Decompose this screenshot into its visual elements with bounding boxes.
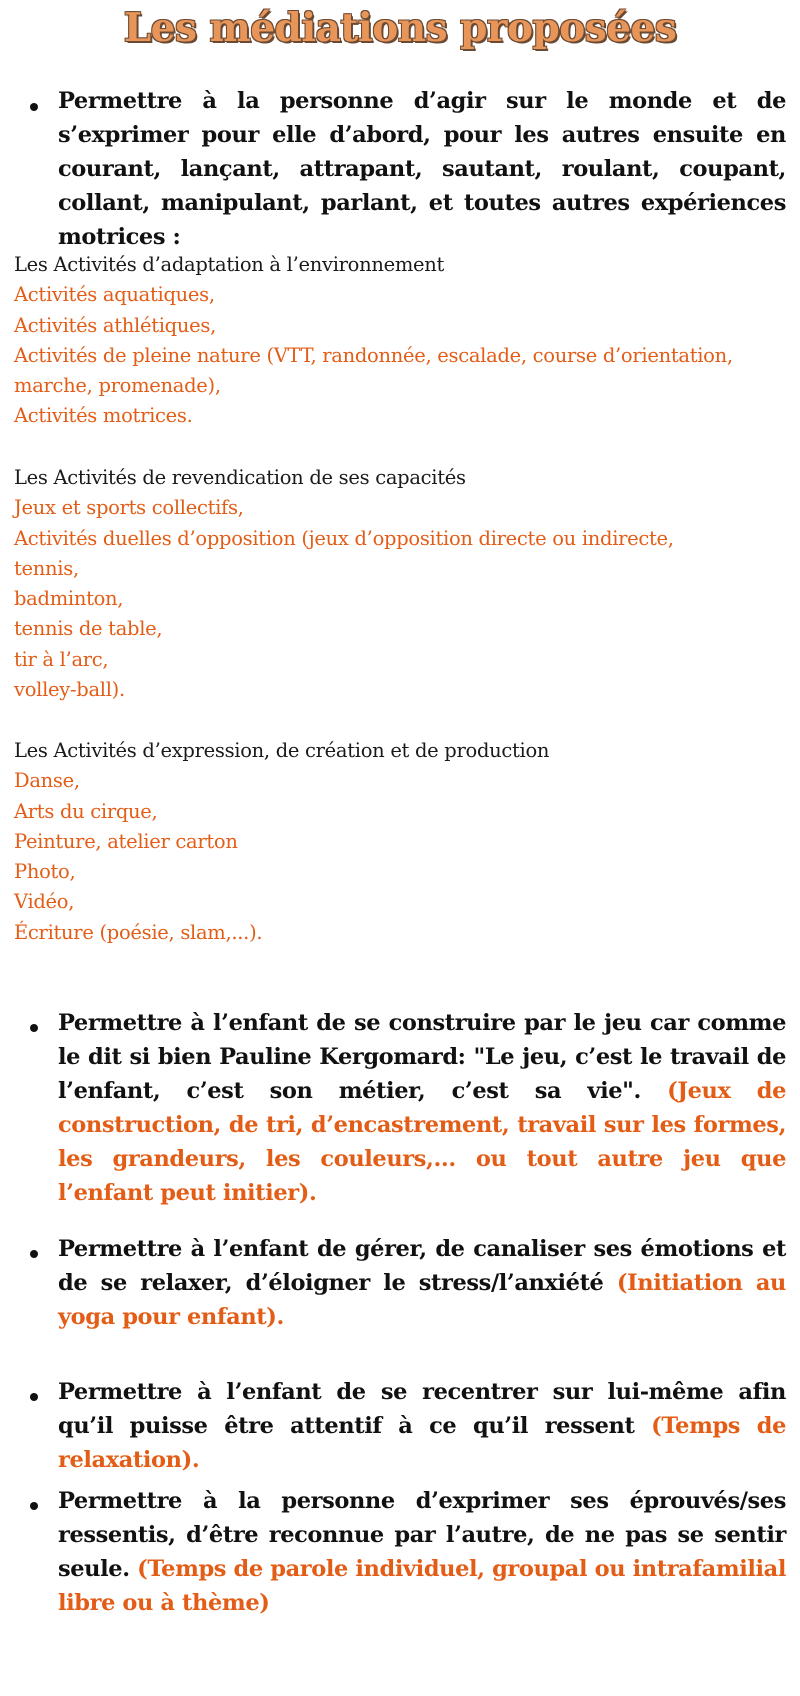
list-item: Activités aquatiques, <box>14 283 215 307</box>
list-item: Activités motrices. <box>14 404 193 428</box>
bullet-highlight: (Initiation au yoga pour enfant). <box>58 1270 786 1330</box>
list-item: Écriture (poésie, slam,...). <box>14 920 263 944</box>
bullet-emotions <box>58 1232 786 1334</box>
section-adaptation <box>14 250 794 432</box>
list-item: Arts du cirque, <box>14 799 158 823</box>
bullet-dot <box>30 1502 38 1510</box>
section-heading: Les Activités d’expression, de création et de production <box>14 739 550 762</box>
bullet-relaxation <box>58 1375 786 1477</box>
bullet-text: Permettre à la personne d’exprimer ses éprouvés/ses ressentis, d’être reconnue par l’autre, de ne pas se sentir seule. <box>58 1488 786 1582</box>
bullet-text: Permettre à l’enfant de se recentrer sur lui-même afin qu’il puisse être attentif à ce qu’il ressent <box>58 1379 786 1439</box>
bullet-highlight: (Temps de parole individuel, groupal ou intrafamilial libre ou à thème) <box>58 1556 786 1616</box>
bullet-play <box>58 1006 786 1210</box>
list-item: Activités athlétiques, <box>14 313 216 337</box>
bullet-dot <box>30 103 38 111</box>
list-item: tennis, <box>14 556 79 580</box>
list-item: Danse, <box>14 769 80 793</box>
section-heading: Les Activités d’adaptation à l’environnement <box>14 253 445 276</box>
list-item: volley-ball). <box>14 678 125 702</box>
section-heading: Les Activités de revendication de ses capacités <box>14 466 466 489</box>
page-title: Les médiations proposées <box>123 5 677 51</box>
bullet-parole <box>58 1484 786 1620</box>
list-item: marche, promenade), <box>14 374 221 398</box>
section-revendication <box>14 463 794 705</box>
bullet-text: Permettre à l’enfant de se construire par le jeu car comme le dit si bien Pauline Kergomard: "Le jeu, c’est le travail de l’enfant, c’est son métier, c’est sa vie". <box>58 1010 786 1104</box>
list-item: Activités de pleine nature (VTT, randonnée, escalade, course d’orientation, <box>14 343 733 367</box>
bullet-dot <box>30 1393 38 1401</box>
bullet-highlight: (Temps de relaxation). <box>58 1413 786 1473</box>
bullet-dot <box>30 1024 38 1032</box>
bullet-highlight: (Jeux de construction, de tri, d’encastrement, travail sur les formes, les grandeurs, les couleurs,... ou tout autre jeu que l’enfant peut initier). <box>58 1078 786 1206</box>
list-item: Photo, <box>14 860 76 884</box>
list-item: Vidéo, <box>14 890 75 914</box>
list-item: Peinture, atelier carton <box>14 829 238 853</box>
list-item: Jeux et sports collectifs, <box>14 496 244 520</box>
list-item: tennis de table, <box>14 617 163 641</box>
list-item: Activités duelles d’opposition (jeux d’opposition directe ou indirecte, <box>14 526 674 550</box>
section-expression <box>14 736 794 948</box>
bullet-text: Permettre à l’enfant de gérer, de canaliser ses émotions et de se relaxer, d’éloigner le stress/l’anxiété <box>58 1236 786 1296</box>
bullet-dot <box>30 1250 38 1258</box>
bullet-intro: Permettre à la personne d’agir sur le monde et de s’exprimer pour elle d’abord, pour les autres ensuite en courant, lançant, attrapant, sautant, roulant, coupant, collant, manipulant, parlant, et toutes autres expériences motrices : <box>58 88 786 250</box>
list-item: badminton, <box>14 587 124 611</box>
list-item: tir à l’arc, <box>14 647 109 671</box>
